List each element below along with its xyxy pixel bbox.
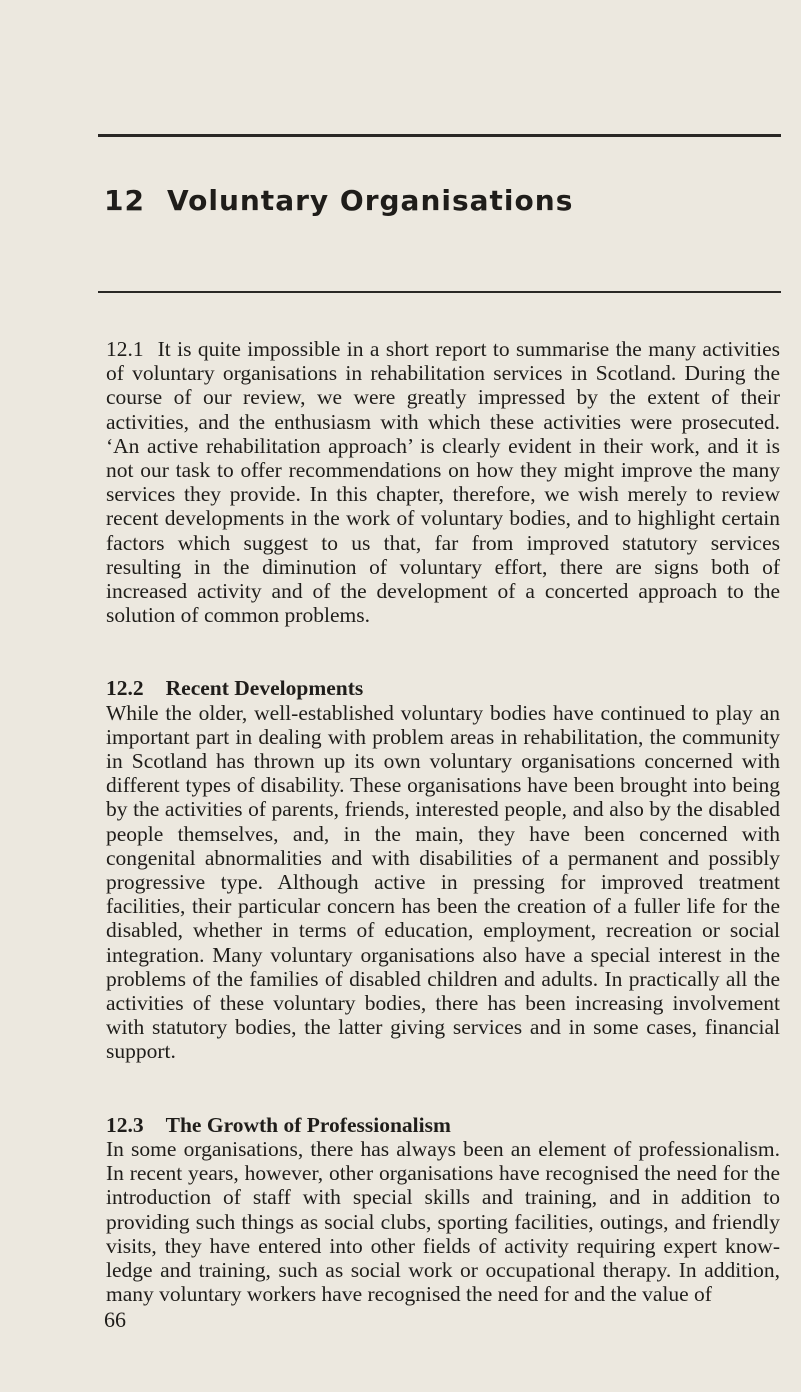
page-body xyxy=(106,337,780,1306)
chapter-title xyxy=(104,184,573,217)
paragraph-number: 12.1 xyxy=(106,337,144,361)
section-heading-12-3 xyxy=(106,1113,780,1137)
section-number: 12.2 xyxy=(106,676,144,701)
section-number: 12.3 xyxy=(106,1112,144,1137)
section-spacer xyxy=(106,627,780,676)
paragraph-12-2: While the older, well-established voluntary bodies have continued to play an important part in dealing with problem areas in rehabilitation, the community in Scotland has thrown up its own voluntary organisations concerned with different types of disability. These organisations have been brought into being by the activities of parents, friends, interested people, and also by the disabled people themselves, and, in the main, they have been concerned with congenital abnormalities and with disabilities of a permanent and possibly progressive type. Although active in pressing for improved treatment facilities, their particular concern has been the creation of a fuller life for the disabled, whether in terms of education, employment, recreation or social integration. Many voluntary organisations also have a special interest in the problems of the families of disabled children and adults. In practically all the activities of these voluntary bodies, there has been increasing involvement with statutory bodies, the latter giving services and in some cases, financial support. xyxy=(106,700,780,1064)
paragraph-text: It is quite impossible in a short report to summarise the many activities of voluntary organisations in rehabilitation services in Scotland. During the course of our review, we were greatly impressed by the extent of their activities, and the enthusiasm with which these activities were prosecuted. ‘An active rehabilitation approach’ is clearly evident in their work, and it is not our task to offer recommendations on how they might improve the many services they provide. In this chapter, therefore, we wish merely to review recent developments in the work of voluntary bodies, and to highlight certain factors which suggest to us that, far from improved statutory services resulting in the diminution of voluntary effort, there are signs both of increased activity and of the development of a concerted approach to the solution of common problems. xyxy=(106,337,780,628)
title-rule xyxy=(98,291,781,293)
paragraph-12-3: In some organisations, there has always been an element of professionalism. In recent years, however, other organisations have recognised the need for the introduction of staff with special skills and training, and in addition to providing such things as social clubs, sporting facilities, outings, and friendly visits, they have entered into other fields of activity requiring expert know-ledge and training, such as social work or occupational therapy. In addition, many voluntary workers have recognised the need for and the value of xyxy=(106,1136,780,1307)
section-spacer xyxy=(106,1064,780,1113)
page-number: 66 xyxy=(104,1307,126,1332)
section-heading-12-2 xyxy=(106,676,780,700)
section-heading-text: Recent Developments xyxy=(165,676,364,701)
chapter-title-text: Voluntary Organisations xyxy=(166,184,574,217)
top-rule xyxy=(98,134,781,137)
section-heading-text: The Growth of Professionalism xyxy=(165,1112,451,1137)
paragraph-12-1 xyxy=(106,337,780,627)
chapter-number: 12 xyxy=(104,184,145,217)
